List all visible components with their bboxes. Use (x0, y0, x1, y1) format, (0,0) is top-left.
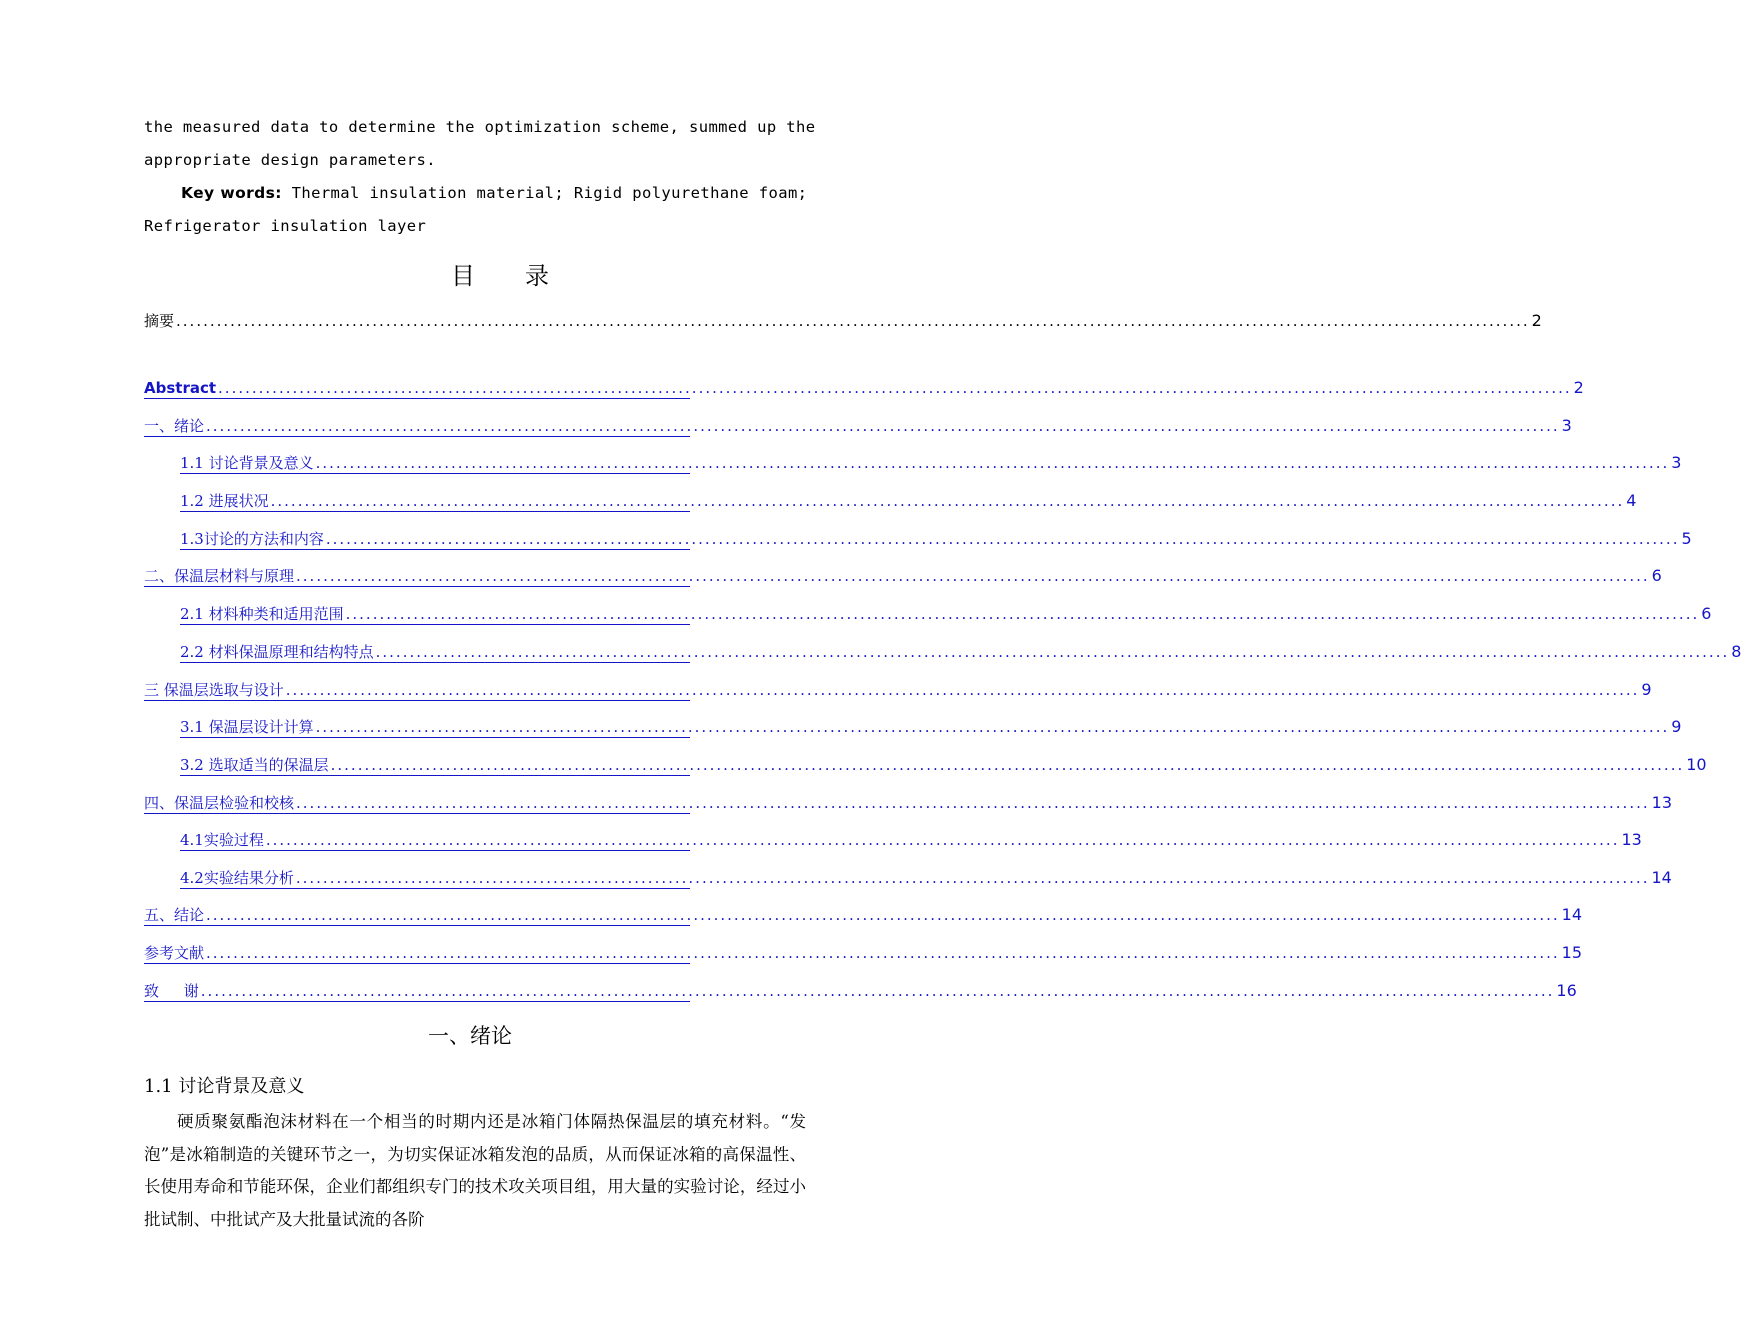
toc-entry[interactable] (144, 680, 1652, 701)
toc-entry-label: 2.2 材料保温原理和结构特点 (180, 643, 374, 661)
section-heading: 一、绪论 (428, 1024, 512, 1048)
toc-entry-label: 4.1实验过程 (180, 831, 264, 849)
toc-leader-dots: ........................................................................................................................................................................................................ (218, 379, 1572, 397)
toc-entry-label: 致 谢 (144, 982, 199, 1000)
toc-entry[interactable] (180, 491, 1637, 512)
toc-leader-dots: ........................................................................................................................................................................................................ (270, 492, 1625, 510)
toc-leader-dots: ........................................................................................................................................................................................................ (265, 831, 1620, 849)
toc-leader-dots: ........................................................................................................................................................................................................ (330, 756, 1685, 774)
toc-entry-label: 1.1 讨论背景及意义 (180, 454, 314, 472)
toc-entry-page: 3 (1671, 453, 1682, 472)
toc-entry[interactable] (180, 717, 1682, 738)
toc-entry-page: 5 (1681, 529, 1692, 548)
toc-entry-label: 三 保温层选取与设计 (144, 681, 284, 699)
body-paragraph (144, 1106, 806, 1236)
toc-leader-dots: ........................................................................................................................................................................................................ (285, 681, 1640, 699)
toc-leader-dots: ........................................................................................................................................................................................................ (206, 944, 1560, 962)
toc-entry-label: 1.3讨论的方法和内容 (180, 530, 324, 548)
toc-leader-dots: ........................................................................................................................................................................................................ (325, 530, 1680, 548)
keywords-label: Key words: (181, 184, 282, 202)
toc-leader-dots: ........................................................................................................................................................................................................ (345, 605, 1700, 623)
keywords-line-1 (181, 184, 807, 202)
toc-entry-page: 9 (1671, 717, 1682, 736)
toc-entry-page: 4 (1626, 491, 1637, 510)
toc-leader-dots: ........................................................................................................................................................................................................ (206, 417, 1560, 435)
toc-entry-page: 16 (1556, 981, 1577, 1000)
toc-leader-dots: ........................................................................................................................................................................................................ (206, 906, 1560, 924)
toc-entry-page: 2 (1573, 378, 1584, 397)
toc-entry-page: 14 (1561, 905, 1582, 924)
toc-entry[interactable] (180, 529, 1692, 550)
toc-title: 目录 (451, 262, 599, 290)
toc-entry-page: 6 (1651, 566, 1662, 585)
toc-entry-label: 四、保温层检验和校核 (144, 794, 295, 812)
toc-entry[interactable] (144, 378, 1584, 399)
keywords-text: Thermal insulation material; Rigid polyurethane foam; (281, 184, 808, 202)
toc-entry-label: Abstract (144, 379, 217, 397)
toc-entry[interactable] (144, 566, 1662, 587)
toc-leader-dots: ........................................................................................................................................................................................................ (296, 567, 1650, 585)
toc-entry-label: 4.2实验结果分析 (180, 869, 294, 887)
toc-entry-label: 二、保温层材料与原理 (144, 567, 295, 585)
toc-entry-page: 10 (1686, 755, 1707, 774)
abstract-line-2: appropriate design parameters. (144, 151, 436, 169)
toc-entry-page: 8 (1731, 642, 1741, 661)
toc-leader-dots: ........................................................................................................................................................................................................ (296, 794, 1650, 812)
toc-entry[interactable] (180, 453, 1682, 474)
toc-entry-label: 3.2 选取适当的保温层 (180, 756, 329, 774)
toc-entry-page: 13 (1621, 830, 1642, 849)
toc-entry-label: 1.2 进展状况 (180, 492, 269, 510)
section-subheading: 1.1 讨论背景及意义 (144, 1076, 305, 1097)
toc-entry-label: 参考文献 (144, 944, 205, 962)
abstract-line-1: the measured data to determine the optimization scheme, summed up the (144, 118, 816, 136)
toc-entry[interactable] (144, 905, 1582, 926)
toc-entry-label: 2.1 材料种类和适用范围 (180, 605, 344, 623)
toc-entry (144, 311, 1542, 331)
toc-entry[interactable] (144, 793, 1672, 814)
keywords-line-2: Refrigerator insulation layer (144, 217, 427, 235)
toc-leader-dots: ........................................................................................................................................................................................................ (315, 454, 1670, 472)
toc-entry[interactable] (180, 604, 1712, 625)
toc-entry[interactable] (144, 943, 1582, 964)
toc-entry[interactable] (180, 755, 1707, 776)
toc-entry-label: 一、绪论 (144, 417, 205, 435)
toc-leader-dots: ........................................................................................................................................................................................................ (200, 982, 1555, 1000)
toc-leader-dots: ........................................................................................................................................................................................................ (375, 643, 1730, 661)
toc-entry-label: 3.1 保温层设计计算 (180, 718, 314, 736)
toc-leader-dots: ........................................................................................................................................................................................................ (315, 718, 1670, 736)
toc-entry-page: 15 (1561, 943, 1582, 962)
toc-entry-label: 摘要 (144, 312, 175, 330)
paragraph-text: 硬质聚氨酯泡沫材料在一个相当的时期内还是冰箱门体隔热保温层的填充材料。“发泡”是冰箱制造的关键环节之一，为切实保证冰箱发泡的品质，从而保证冰箱的高保温性、长使用寿命和节能环保，企业们都组织专门的技术攻关项目组，用大量的实验讨论，经过小批试制、中批试产及大批量试流的各阶 (144, 1112, 806, 1229)
toc-entry-page: 2 (1531, 311, 1542, 330)
toc-entry-page: 6 (1701, 604, 1712, 623)
toc-entry[interactable] (180, 642, 1741, 663)
toc-leader-dots: ........................................................................................................................................................................................................ (295, 869, 1650, 887)
toc-entry[interactable] (144, 416, 1572, 437)
toc-leader-dots: ........................................................................................................................................................................................................ (176, 312, 1530, 330)
toc-entry-page: 9 (1641, 680, 1652, 699)
toc-entry[interactable] (144, 981, 1577, 1002)
toc-entry[interactable] (180, 830, 1642, 851)
toc-entry-page: 14 (1651, 868, 1672, 887)
toc-entry[interactable] (180, 868, 1672, 889)
toc-entry-page: 13 (1651, 793, 1672, 812)
toc-entry-page: 3 (1561, 416, 1572, 435)
toc-entry-label: 五、结论 (144, 906, 205, 924)
